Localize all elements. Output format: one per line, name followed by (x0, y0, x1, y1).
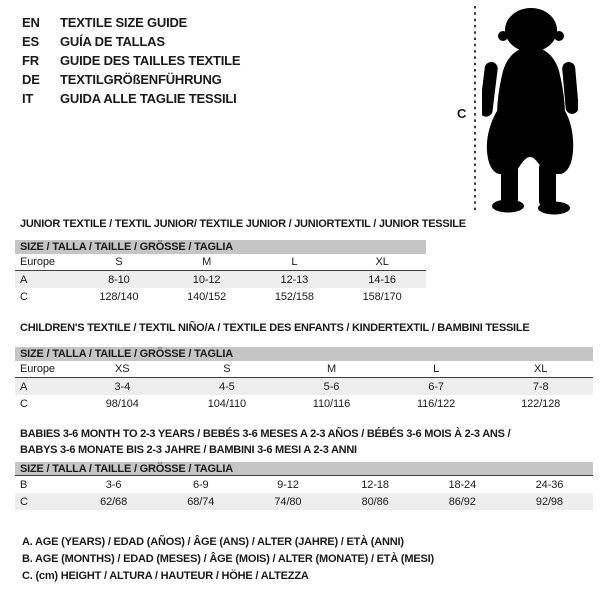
babies-size-table (15, 462, 593, 510)
cell-value: 104/110 (207, 397, 247, 410)
cell-value: 12-18 (361, 478, 389, 491)
cell-value: 140/152 (187, 290, 227, 303)
table-row (15, 378, 593, 395)
baby-head (505, 8, 557, 52)
language-title: TEXTILGRÖßENFÜHRUNG (60, 72, 222, 87)
baby-silhouette-icon (482, 4, 578, 216)
baby-ear-left (498, 31, 508, 41)
cell-value: XS (115, 363, 130, 375)
cell-value: 80/86 (361, 495, 389, 508)
cell-value: 4-5 (219, 380, 235, 393)
row-label: C (20, 290, 28, 303)
language-row (22, 89, 240, 108)
row-label: C (20, 397, 28, 410)
cell-value: 5-6 (323, 380, 340, 393)
language-title: GUIDE DES TAILLES TEXTILE (60, 53, 241, 68)
cell-value: 3-6 (105, 478, 122, 491)
baby-torso (497, 47, 565, 116)
size-header-bar: SIZE / TALLA / TAILLE / GRÖSSE / TAGLIA (15, 240, 426, 254)
cell-value: M (326, 363, 337, 375)
table-title-line: JUNIOR TEXTILE / TEXTIL JUNIOR/ TEXTILE JUNIOR / JUNIORTEXTIL / JUNIOR TESSILE (20, 218, 466, 230)
cell-value: S (115, 256, 123, 268)
cell-value: 110/116 (312, 397, 351, 410)
row-label: Europe (20, 256, 55, 268)
language-row (22, 13, 240, 32)
table-row (15, 476, 593, 493)
cell-value: 6-7 (428, 380, 444, 393)
size-header-bar: SIZE / TALLA / TAILLE / GRÖSSE / TAGLIA (15, 347, 593, 361)
row-label: B (20, 478, 28, 491)
height-measure-label: C (457, 106, 467, 121)
language-row (22, 51, 240, 70)
row-label: C (20, 495, 28, 508)
cell-value: 74/80 (274, 495, 302, 508)
cell-value: 158/170 (362, 290, 402, 303)
cell-value: 10-12 (192, 273, 221, 286)
language-header (22, 13, 240, 108)
children-size-table (15, 347, 593, 412)
table-row (15, 493, 593, 510)
cell-value: 128/140 (99, 290, 139, 303)
cell-value: L (433, 363, 440, 375)
children-table-title (20, 320, 529, 336)
baby-leg-right (539, 162, 556, 207)
cell-value: S (223, 363, 231, 375)
legend-line: C. (cm) HEIGHT / ALTURA / HAUTEUR / HÖHE / ALTEZZA (22, 570, 309, 582)
language-row (22, 32, 240, 51)
baby-shorts (487, 111, 573, 174)
table-row (15, 288, 426, 305)
cell-value: 68/74 (187, 495, 215, 508)
cell-value: 86/92 (448, 495, 476, 508)
cell-value: 8-10 (108, 273, 130, 286)
language-row (22, 70, 240, 89)
height-dashed-line (473, 6, 477, 212)
junior-table-title (20, 216, 466, 232)
cell-value: XL (375, 256, 389, 268)
language-code: IT (22, 91, 34, 106)
cell-value: 9-12 (277, 478, 299, 491)
baby-arm-left (482, 61, 498, 117)
cell-value: 6-9 (192, 478, 209, 491)
table-title-line: BABYS 3-6 MONATE BIS 2-3 JAHRE / BAMBINI 3-6 MESI A 2-3 ANNI (20, 444, 357, 456)
measure-legend (22, 534, 434, 585)
cell-value: L (291, 256, 298, 268)
table-title-line: CHILDREN'S TEXTILE / TEXTIL NIÑO/A / TEXTILE DES ENFANTS / KINDERTEXTIL / BAMBINI TESSILE (20, 322, 530, 334)
baby-ear-right (554, 31, 564, 41)
legend-line: B. AGE (MONTHS) / EDAD (MESES) / ÂGE (MOIS) / ALTER (MONATE) / ETÀ (MESI) (22, 553, 434, 565)
language-title: GUÍA DE TALLAS (60, 34, 165, 49)
cell-value: 98/104 (105, 397, 139, 410)
cell-value: 122/128 (521, 397, 561, 410)
cell-value: 3-4 (114, 380, 131, 393)
cell-value: 12-13 (280, 273, 309, 286)
baby-foot-left (492, 200, 524, 213)
table-row (15, 254, 426, 271)
baby-leg-left (501, 162, 518, 205)
cell-value: XL (534, 363, 548, 375)
cell-value: 62/68 (100, 495, 128, 508)
table-row (15, 271, 426, 288)
language-title: GUIDA ALLE TAGLIE TESSILI (60, 91, 237, 106)
legend-line: A. AGE (YEARS) / EDAD (AÑOS) / ÂGE (ANS) / ALTER (JAHRE) / ETÀ (ANNI) (22, 536, 404, 548)
cell-value: 92/98 (535, 495, 563, 508)
baby-foot-right (538, 202, 570, 215)
table-row (15, 395, 593, 412)
row-label: Europe (20, 363, 55, 375)
size-header-bar: SIZE / TALLA / TAILLE / GRÖSSE / TAGLIA (15, 462, 593, 476)
language-code: EN (22, 15, 40, 30)
cell-value: 152/158 (274, 290, 314, 303)
cell-value: 116/122 (416, 397, 456, 410)
cell-value: M (202, 256, 212, 268)
row-label: A (20, 273, 28, 286)
table-row (15, 361, 593, 378)
language-code: DE (22, 72, 40, 87)
cell-value: 14-16 (368, 273, 396, 286)
language-code: FR (22, 53, 39, 68)
babies-table-title (20, 426, 510, 458)
table-title-line: BABIES 3-6 MONTH TO 2-3 YEARS / BEBÉS 3-6 MESES A 2-3 AÑOS / BÉBÉS 3-6 MOIS À 2-3 ANS / (20, 428, 511, 440)
row-label: A (20, 380, 28, 393)
cell-value: 18-24 (448, 478, 477, 491)
junior-size-table (15, 240, 426, 305)
language-title: TEXTILE SIZE GUIDE (60, 15, 188, 30)
cell-value: 24-36 (535, 478, 564, 491)
language-code: ES (22, 34, 39, 49)
cell-value: 7-8 (532, 380, 549, 393)
